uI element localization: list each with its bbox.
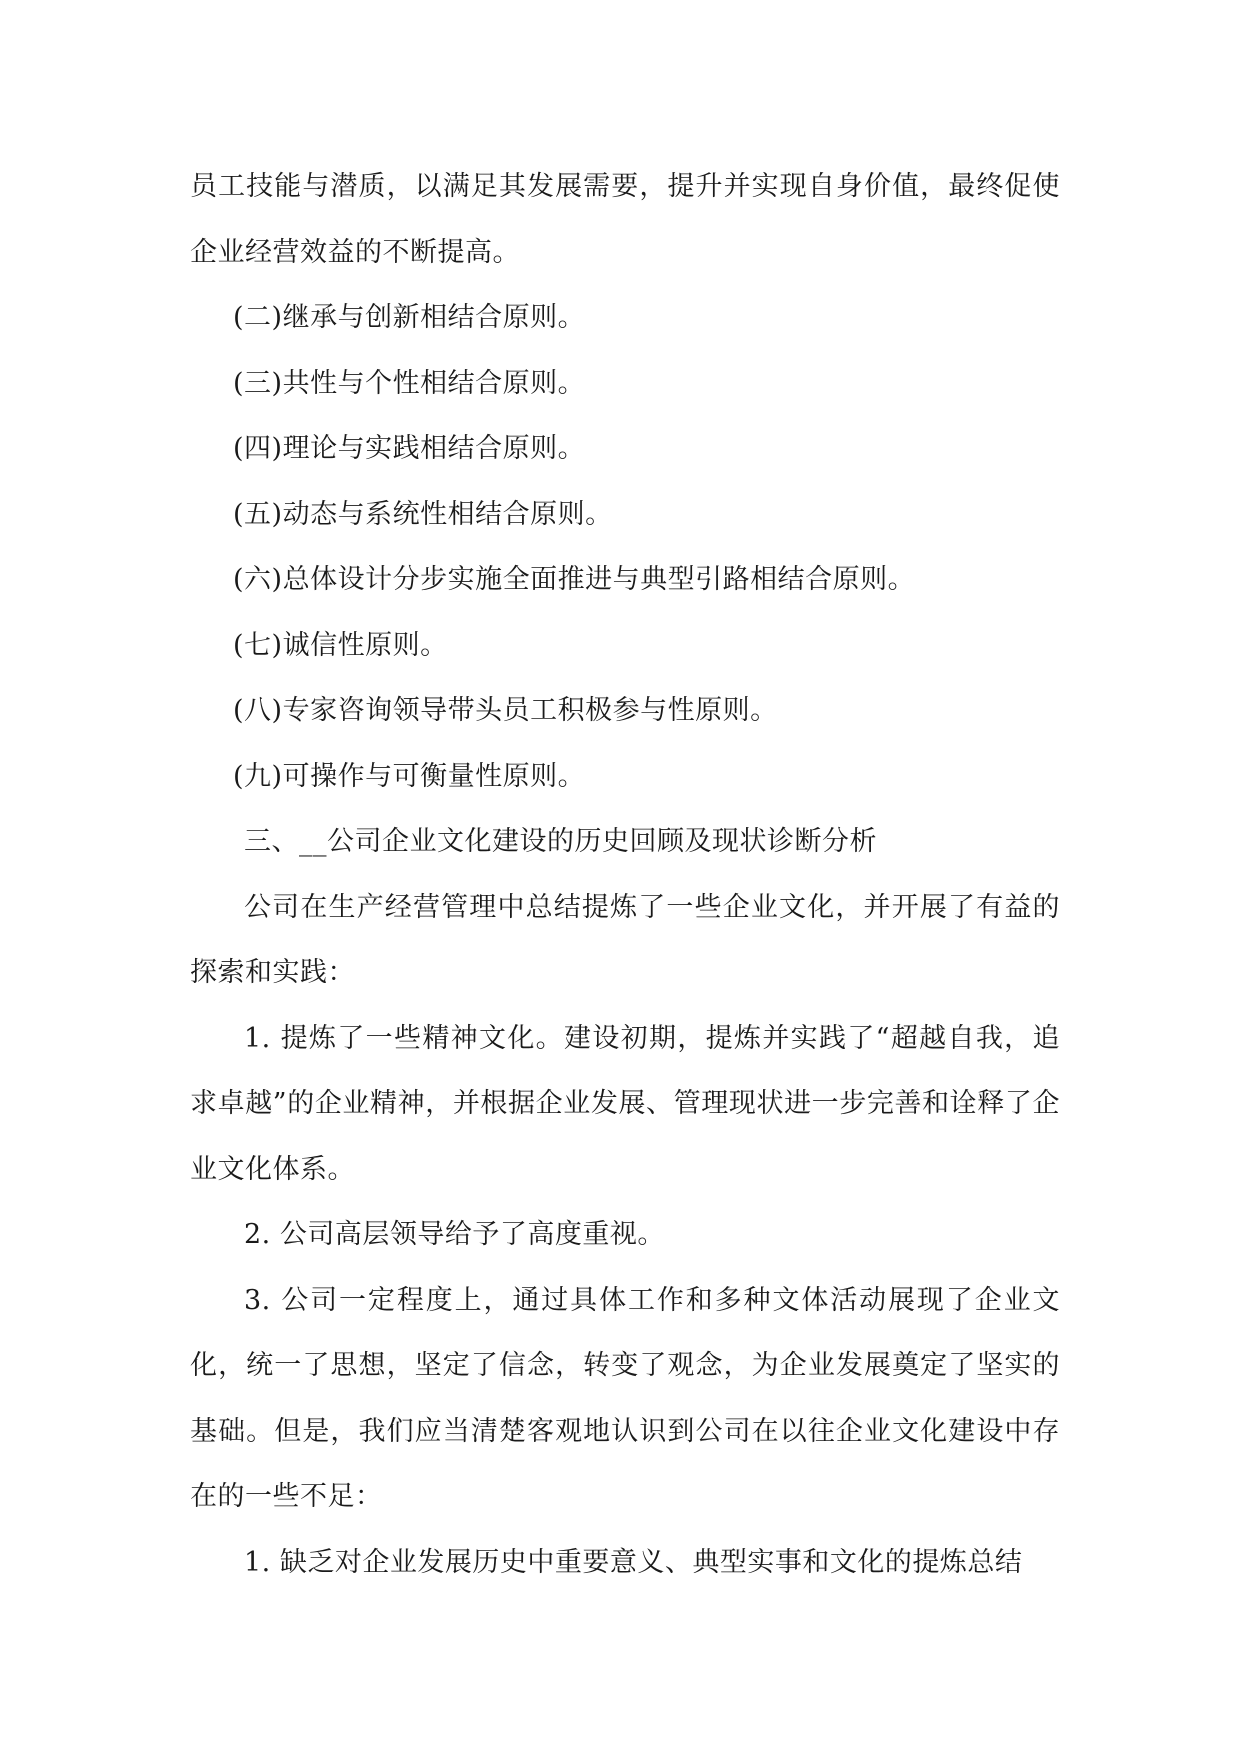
principle-item-4: (四)理论与实践相结合原则。 bbox=[233, 433, 586, 464]
numbered-point-3: 3. 公司一定程度上，通过具体工作和多种文体活动展现了企业文化，统一了思想，坚定了信念，转变了观念，为企业发展奠定了坚实的基础。但是，我们应当清楚客观地认识到公司在以往企业文化建设中存在的一些不足： bbox=[190, 1284, 1060, 1512]
paragraph-intro: 公司在生产经营管理中总结提炼了一些企业文化，并开展了有益的探索和实践： bbox=[190, 891, 1060, 988]
shortcoming-point-1: 1. 缺乏对企业发展历史中重要意义、典型实事和文化的提炼总结 bbox=[244, 1546, 1023, 1578]
principle-item-9: (九)可操作与可衡量性原则。 bbox=[233, 760, 586, 792]
principle-item-2: (二)继承与创新相结合原则。 bbox=[233, 302, 586, 333]
numbered-point-1: 1. 提炼了一些精神文化。建设初期，提炼并实践了“超越自我，追求卓越”的企业精神，并根据企业发展、管理现状进一步完善和诠释了企业文化体系。 bbox=[190, 1022, 1060, 1185]
paragraph-continuation: 员工技能与潜质，以满足其发展需要，提升并实现自身价值，最终促使企业经营效益的不断提高。 bbox=[190, 171, 1060, 268]
principle-item-6: (六)总体设计分步实施全面推进与典型引路相结合原则。 bbox=[233, 564, 916, 595]
document-body bbox=[190, 154, 1060, 1595]
principle-item-5: (五)动态与系统性相结合原则。 bbox=[233, 498, 613, 530]
section-heading-3: 三、__公司企业文化建设的历史回顾及现状诊断分析 bbox=[244, 826, 877, 857]
principle-item-7: (七)诚信性原则。 bbox=[233, 629, 448, 661]
numbered-point-2: 2. 公司高层领导给予了高度重视。 bbox=[244, 1219, 665, 1250]
principle-item-3: (三)共性与个性相结合原则。 bbox=[233, 367, 586, 399]
principle-item-8: (八)专家咨询领导带头员工积极参与性原则。 bbox=[233, 695, 778, 726]
